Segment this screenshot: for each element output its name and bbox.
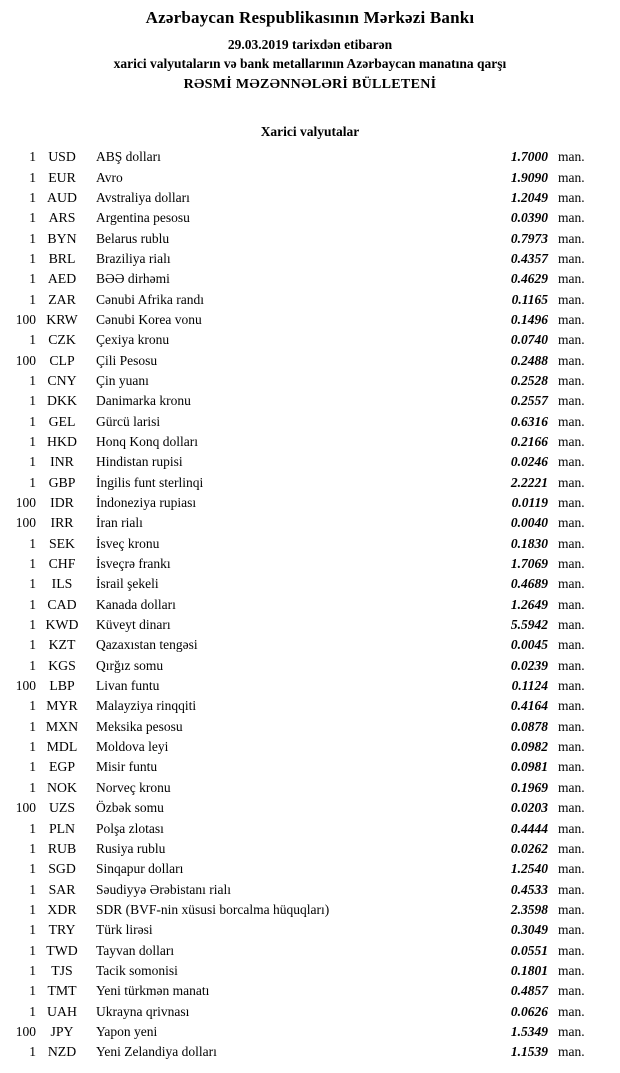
row-currency-code: KWD [45, 617, 79, 633]
currency-table [0, 147, 620, 1062]
row-rate: 1.2540 [510, 861, 548, 877]
currency-row [0, 330, 620, 350]
row-currency-code: SEK [48, 535, 76, 551]
row-currency-name: Braziliya rialı [96, 250, 171, 266]
currency-row [0, 534, 620, 554]
row-unit: man. [558, 779, 585, 795]
currency-row [0, 473, 620, 493]
row-unit: man. [558, 678, 585, 694]
row-quantity: 1 [29, 820, 36, 836]
row-currency-code: ZAR [48, 291, 76, 307]
currency-row [0, 391, 620, 411]
bulletin-title: RƏSMİ MƏZƏNNƏLƏRİ BÜLLETENİ [183, 77, 437, 92]
currency-row [0, 269, 620, 289]
row-unit: man. [558, 210, 585, 226]
row-quantity: 1 [29, 169, 36, 185]
row-unit: man. [558, 271, 585, 287]
row-currency-name: ABŞ dolları [96, 149, 161, 165]
row-currency-code: SGD [48, 861, 76, 877]
currency-row [0, 371, 620, 391]
row-rate: 0.4533 [510, 881, 548, 897]
row-quantity: 1 [29, 576, 36, 592]
row-quantity: 1 [29, 983, 36, 999]
row-rate: 1.9090 [510, 169, 548, 185]
row-currency-name: İndoneziya rupiası [96, 495, 197, 511]
currency-row [0, 289, 620, 309]
row-unit: man. [558, 637, 585, 653]
row-rate: 0.0982 [510, 739, 548, 755]
row-currency-name: Səudiyyə Ərəbistanı rialı [96, 881, 231, 897]
row-currency-name: İngilis funt sterlinqi [96, 474, 204, 490]
currency-row [0, 879, 620, 899]
row-unit: man. [558, 291, 585, 307]
row-rate: 0.4689 [510, 576, 548, 592]
row-unit: man. [558, 739, 585, 755]
row-currency-code: SAR [48, 881, 76, 897]
row-unit: man. [558, 495, 585, 511]
row-rate: 1.2649 [510, 596, 548, 612]
row-currency-code: GBP [48, 474, 76, 490]
row-rate: 0.0262 [510, 840, 548, 856]
currency-row [0, 350, 620, 370]
row-unit: man. [558, 800, 585, 816]
row-rate: 0.2528 [510, 372, 548, 388]
row-currency-code: MYR [46, 698, 78, 714]
row-currency-name: Çili Pesosu [96, 352, 158, 368]
row-currency-code: TWD [46, 942, 78, 958]
row-unit: man. [558, 169, 585, 185]
row-unit: man. [558, 922, 585, 938]
bank-title: Azərbaycan Respublikasının Mərkəzi Bankı [145, 8, 475, 27]
row-rate: 0.6316 [510, 413, 548, 429]
row-quantity: 1 [29, 779, 36, 795]
row-rate: 0.0203 [510, 800, 548, 816]
row-currency-code: KGS [48, 657, 76, 673]
row-quantity: 1 [29, 637, 36, 653]
row-currency-name: Moldova leyi [96, 739, 169, 755]
row-currency-code: MXN [45, 718, 79, 734]
row-currency-name: Çexiya kronu [96, 332, 170, 348]
row-currency-code: NZD [47, 1044, 77, 1060]
row-quantity: 100 [15, 1023, 36, 1039]
row-quantity: 1 [29, 454, 36, 470]
row-quantity: 1 [29, 617, 36, 633]
row-currency-code: AED [47, 271, 77, 287]
row-quantity: 1 [29, 840, 36, 856]
row-currency-code: CAD [47, 596, 77, 612]
row-unit: man. [558, 454, 585, 470]
row-unit: man. [558, 718, 585, 734]
row-currency-name: Gürcü larisi [96, 413, 161, 429]
currency-row [0, 778, 620, 798]
row-currency-name: Hindistan rupisi [96, 454, 183, 470]
currency-row [0, 310, 620, 330]
currency-row [0, 1022, 620, 1042]
row-unit: man. [558, 759, 585, 775]
row-currency-code: HKD [47, 433, 77, 449]
row-currency-code: UAH [47, 1003, 77, 1019]
row-unit: man. [558, 372, 585, 388]
row-rate: 0.7973 [510, 230, 548, 246]
row-currency-code: CHF [48, 556, 76, 572]
row-unit: man. [558, 881, 585, 897]
row-unit: man. [558, 332, 585, 348]
section-title-foreign-currencies: Xarici valyutalar [260, 124, 360, 139]
row-quantity: 1 [29, 433, 36, 449]
row-currency-code: KRW [46, 311, 78, 327]
row-rate: 0.0551 [510, 942, 548, 958]
row-currency-name: Cənubi Korea vonu [96, 311, 202, 327]
row-currency-code: UZS [48, 800, 76, 816]
currency-row [0, 1042, 620, 1062]
row-rate: 0.1969 [510, 779, 548, 795]
row-currency-code: ILS [51, 576, 73, 592]
row-quantity: 1 [29, 250, 36, 266]
row-rate: 0.0246 [510, 454, 548, 470]
row-unit: man. [558, 657, 585, 673]
row-rate: 0.2166 [510, 433, 548, 449]
currency-row [0, 635, 620, 655]
row-currency-code: IDR [50, 495, 74, 511]
row-quantity: 1 [29, 1044, 36, 1060]
row-rate: 0.0981 [510, 759, 548, 775]
currency-row [0, 574, 620, 594]
currency-row [0, 595, 620, 615]
row-unit: man. [558, 983, 585, 999]
row-rate: 0.0740 [510, 332, 548, 348]
row-currency-code: MDL [46, 739, 78, 755]
currency-row [0, 1001, 620, 1021]
row-rate: 0.0119 [511, 495, 548, 511]
row-quantity: 1 [29, 291, 36, 307]
row-currency-name: İran rialı [96, 515, 143, 531]
currency-row [0, 696, 620, 716]
row-unit: man. [558, 556, 585, 572]
row-quantity: 1 [29, 657, 36, 673]
row-currency-code: TRY [48, 922, 76, 938]
row-currency-name: Belarus rublu [96, 230, 170, 246]
row-quantity: 1 [29, 901, 36, 917]
row-rate: 0.1801 [510, 962, 548, 978]
row-currency-name: İsveçrə frankı [96, 556, 171, 572]
row-quantity: 1 [29, 271, 36, 287]
row-currency-code: PLN [48, 820, 76, 836]
date-line: 29.03.2019 tarixdən etibarən [227, 37, 393, 52]
currency-row [0, 228, 620, 248]
row-quantity: 1 [29, 535, 36, 551]
row-currency-code: RUB [47, 840, 77, 856]
currency-row [0, 961, 620, 981]
row-currency-code: INR [50, 454, 74, 470]
row-rate: 0.2557 [510, 393, 548, 409]
row-rate: 2.2221 [510, 474, 548, 490]
row-currency-name: İsrail şekeli [96, 576, 159, 592]
row-unit: man. [558, 149, 585, 165]
row-currency-code: EUR [48, 169, 76, 185]
row-quantity: 1 [29, 474, 36, 490]
row-currency-code: TJS [51, 962, 73, 978]
row-currency-name: Misir funtu [96, 759, 158, 775]
row-currency-name: Malayziya rinqqiti [96, 698, 197, 714]
row-quantity: 1 [29, 1003, 36, 1019]
row-quantity: 1 [29, 698, 36, 714]
row-currency-name: İsveç kronu [96, 535, 160, 551]
row-quantity: 1 [29, 596, 36, 612]
row-rate: 5.5942 [510, 617, 548, 633]
row-unit: man. [558, 942, 585, 958]
row-rate: 0.0390 [510, 210, 548, 226]
row-rate: 0.0045 [510, 637, 548, 653]
row-quantity: 100 [15, 678, 36, 694]
row-unit: man. [558, 393, 585, 409]
row-unit: man. [558, 515, 585, 531]
row-currency-name: Sinqapur dolları [96, 861, 184, 877]
row-unit: man. [558, 840, 585, 856]
row-unit: man. [558, 1023, 585, 1039]
currency-row [0, 432, 620, 452]
row-currency-name: Danimarka kronu [96, 393, 191, 409]
row-unit: man. [558, 861, 585, 877]
currency-row [0, 513, 620, 533]
row-currency-name: Kanada dolları [96, 596, 176, 612]
currency-row [0, 839, 620, 859]
currency-row [0, 798, 620, 818]
row-currency-code: CZK [48, 332, 76, 348]
row-currency-name: Livan funtu [96, 678, 160, 694]
row-quantity: 1 [29, 189, 36, 205]
row-currency-name: Çin yuanı [96, 372, 149, 388]
row-currency-code: TMT [47, 983, 77, 999]
currency-row [0, 940, 620, 960]
row-unit: man. [558, 413, 585, 429]
row-rate: 0.1496 [510, 311, 548, 327]
row-currency-name: Rusiya rublu [96, 840, 166, 856]
row-rate: 0.4164 [510, 698, 548, 714]
row-currency-code: USD [48, 149, 76, 165]
row-unit: man. [558, 901, 585, 917]
row-quantity: 1 [29, 861, 36, 877]
row-rate: 1.5349 [510, 1023, 548, 1039]
row-currency-code: JPY [50, 1023, 74, 1039]
currency-row [0, 615, 620, 635]
row-quantity: 100 [15, 352, 36, 368]
row-quantity: 1 [29, 149, 36, 165]
currency-row [0, 188, 620, 208]
row-currency-code: BYN [47, 230, 77, 246]
row-unit: man. [558, 820, 585, 836]
row-quantity: 100 [15, 800, 36, 816]
row-unit: man. [558, 250, 585, 266]
row-currency-name: Küveyt dinarı [96, 617, 171, 633]
row-unit: man. [558, 576, 585, 592]
row-quantity: 1 [29, 922, 36, 938]
currency-row [0, 757, 620, 777]
row-rate: 0.2488 [510, 352, 548, 368]
row-rate: 0.0626 [510, 1003, 548, 1019]
row-quantity: 1 [29, 759, 36, 775]
currency-row [0, 411, 620, 431]
row-currency-code: XDR [47, 901, 77, 917]
row-currency-name: Ukrayna qrivnası [96, 1003, 190, 1019]
currency-row [0, 900, 620, 920]
row-currency-code: GEL [48, 413, 76, 429]
currency-row [0, 981, 620, 1001]
row-quantity: 1 [29, 210, 36, 226]
row-unit: man. [558, 962, 585, 978]
row-unit: man. [558, 474, 585, 490]
currency-row [0, 208, 620, 228]
row-currency-name: Özbək somu [96, 800, 164, 816]
row-rate: 0.3049 [510, 922, 548, 938]
row-rate: 0.4444 [510, 820, 548, 836]
row-quantity: 1 [29, 718, 36, 734]
row-unit: man. [558, 1044, 585, 1060]
currency-row [0, 147, 620, 167]
row-currency-code: AUD [47, 189, 77, 205]
row-unit: man. [558, 596, 585, 612]
row-currency-code: BRL [48, 250, 76, 266]
row-rate: 1.7000 [510, 149, 548, 165]
row-quantity: 1 [29, 942, 36, 958]
row-rate: 0.4857 [510, 983, 548, 999]
row-currency-name: Yeni türkmən manatı [96, 983, 210, 999]
row-currency-code: CLP [49, 352, 75, 368]
row-quantity: 100 [15, 311, 36, 327]
currency-row [0, 717, 620, 737]
row-currency-name: Tayvan dolları [96, 942, 175, 958]
row-unit: man. [558, 311, 585, 327]
currency-row [0, 554, 620, 574]
row-currency-name: Avstraliya dolları [96, 189, 190, 205]
row-quantity: 1 [29, 230, 36, 246]
row-rate: 0.0040 [510, 515, 548, 531]
currency-row [0, 676, 620, 696]
row-quantity: 100 [15, 495, 36, 511]
row-quantity: 1 [29, 881, 36, 897]
row-unit: man. [558, 189, 585, 205]
subtitle-line: xarici valyutaların və bank metallarının Azərbaycan manatına qarşı [113, 56, 507, 71]
row-unit: man. [558, 433, 585, 449]
row-currency-code: LBP [49, 678, 75, 694]
row-currency-name: Tacik somonisi [96, 962, 178, 978]
row-quantity: 1 [29, 332, 36, 348]
row-currency-name: Avro [96, 169, 123, 185]
currency-row [0, 859, 620, 879]
row-quantity: 100 [15, 515, 36, 531]
row-quantity: 1 [29, 372, 36, 388]
row-rate: 0.4357 [510, 250, 548, 266]
row-currency-name: Türk lirəsi [96, 922, 153, 938]
row-quantity: 1 [29, 962, 36, 978]
currency-row [0, 920, 620, 940]
row-currency-code: ARS [48, 210, 76, 226]
currency-row [0, 656, 620, 676]
currency-row [0, 452, 620, 472]
currency-row [0, 249, 620, 269]
row-rate: 0.1124 [511, 678, 548, 694]
row-currency-code: CNY [47, 372, 77, 388]
row-currency-name: Honq Konq dolları [96, 433, 198, 449]
currency-row [0, 737, 620, 757]
row-unit: man. [558, 535, 585, 551]
row-rate: 1.2049 [510, 189, 548, 205]
row-quantity: 1 [29, 556, 36, 572]
row-quantity: 1 [29, 413, 36, 429]
row-unit: man. [558, 352, 585, 368]
row-currency-name: Qazaxıstan tengəsi [96, 637, 198, 653]
row-unit: man. [558, 1003, 585, 1019]
row-rate: 0.1165 [511, 291, 548, 307]
row-currency-name: Argentina pesosu [96, 210, 190, 226]
row-rate: 0.0239 [510, 657, 548, 673]
row-currency-code: NOK [47, 779, 77, 795]
row-currency-name: BƏƏ dirhəmi [96, 271, 170, 287]
row-currency-name: Qırğız somu [96, 657, 164, 673]
row-rate: 1.1539 [510, 1044, 548, 1060]
row-quantity: 1 [29, 739, 36, 755]
row-currency-code: EGP [48, 759, 76, 775]
row-currency-name: Yapon yeni [96, 1023, 158, 1039]
row-currency-name: Norveç kronu [96, 779, 171, 795]
row-rate: 0.0878 [510, 718, 548, 734]
row-unit: man. [558, 617, 585, 633]
row-currency-name: Meksika pesosu [96, 718, 183, 734]
row-rate: 2.3598 [510, 901, 548, 917]
row-unit: man. [558, 230, 585, 246]
row-currency-name: Cənubi Afrika randı [96, 291, 204, 307]
row-currency-code: IRR [50, 515, 74, 531]
row-unit: man. [558, 698, 585, 714]
row-currency-code: KZT [48, 637, 76, 653]
row-currency-name: Polşa zlotası [96, 820, 164, 836]
row-quantity: 1 [29, 393, 36, 409]
currency-row [0, 167, 620, 187]
row-currency-name: Yeni Zelandiya dolları [96, 1044, 217, 1060]
currency-row [0, 818, 620, 838]
row-rate: 0.4629 [510, 271, 548, 287]
row-rate: 1.7069 [510, 556, 548, 572]
row-currency-name: SDR (BVF-nin xüsusi borcalma hüquqları) [96, 901, 330, 917]
row-rate: 0.1830 [510, 535, 548, 551]
row-currency-code: DKK [47, 393, 77, 409]
currency-row [0, 493, 620, 513]
